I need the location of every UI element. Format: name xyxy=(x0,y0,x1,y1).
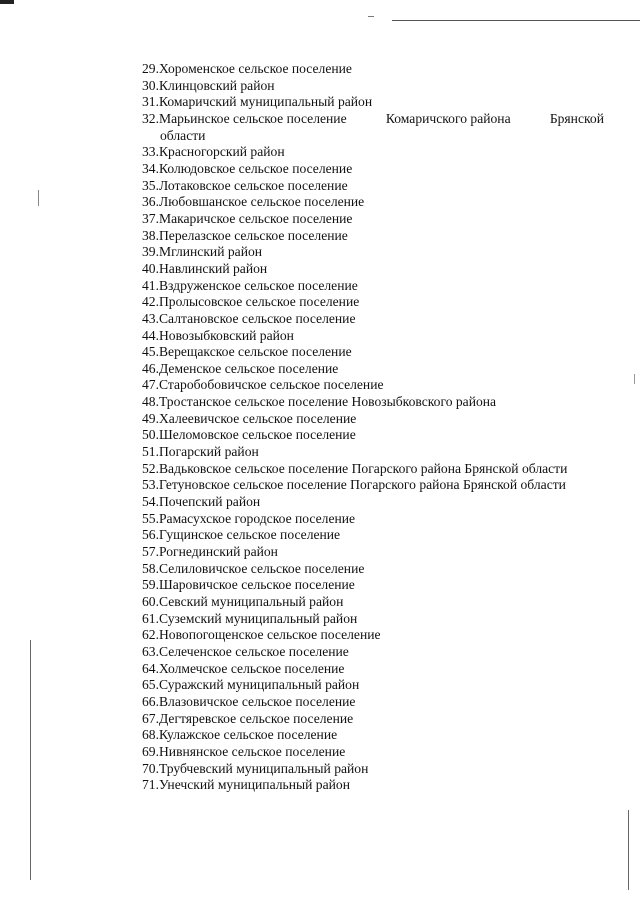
list-item: 38.Перелазское сельское поселение xyxy=(142,227,348,243)
list-item: 59.Шаровичское сельское поселение xyxy=(142,577,355,593)
list-item: 60.Севский муниципальный район xyxy=(142,594,344,609)
list-item: 62.Новопогощенское сельское поселение xyxy=(142,627,381,643)
scan-left-edge-line xyxy=(30,640,31,880)
list-item: 46.Деменское сельское поселение xyxy=(142,360,339,376)
list-item-multiline xyxy=(142,111,604,144)
list-item-line xyxy=(142,111,604,128)
list-item: 71.Унечский муниципальный район xyxy=(142,777,350,793)
list-item: 30.Клинцовский район xyxy=(142,77,275,93)
scan-right-edge-line xyxy=(628,810,629,890)
list-item-number: 32. xyxy=(142,110,159,126)
list-item: 37.Макаричское сельское поселение xyxy=(142,210,353,226)
scan-left-edge-dash xyxy=(38,190,39,206)
list-item: 56.Гущинское сельское поселение xyxy=(142,527,341,543)
list-item: 58.Селиловичское сельское поселение xyxy=(142,560,365,576)
list-item: 61.Суземский муниципальный район xyxy=(142,610,358,626)
list-item-segment xyxy=(142,111,347,128)
list-item: 39.Мглинский район xyxy=(142,244,263,260)
list-item: 66.Влазовичское сельское поселение xyxy=(142,693,356,709)
scan-top-tick xyxy=(368,16,374,17)
list-item: 55.Рамасухское городское поселение xyxy=(142,510,356,526)
list-item: 47.Старобобовичское сельское поселение xyxy=(142,377,384,393)
scan-right-edge-dash xyxy=(634,374,635,384)
list-item: 36.Любовшанское сельское поселение xyxy=(142,194,365,210)
list-item: 42.Пролысовское сельское поселение xyxy=(142,294,360,310)
scan-top-rule xyxy=(392,20,640,21)
list-item: 52.Вадьковское сельское поселение Погарского района Брянской области xyxy=(142,460,568,476)
list-item: 51.Погарский район xyxy=(142,444,259,460)
list-item: 49.Халеевичское сельское поселение xyxy=(142,410,357,426)
list-item-text: Комаричского района xyxy=(385,110,511,126)
list-item: 63.Селеченское сельское поселение xyxy=(142,643,349,659)
list-item: 40.Навлинский район xyxy=(142,260,268,276)
list-item: 54.Почепский район xyxy=(142,494,261,510)
list-item: 64.Холмечское сельское поселение xyxy=(142,660,345,676)
list-item: 68.Кулажское сельское поселение xyxy=(142,727,338,743)
list-item: 53.Гетуновское сельское поселение Погарского района Брянской области xyxy=(142,477,566,493)
list-item: 31.Комаричский муниципальный район xyxy=(142,94,373,110)
list-item: 48.Тростанское сельское поселение Новозыбковского района xyxy=(142,394,497,410)
list-item: 70.Трубчевский муниципальный район xyxy=(142,760,369,776)
list-item: 33.Красногорский район xyxy=(142,144,285,160)
municipality-list xyxy=(142,61,604,794)
list-item: 35.Лотаковское сельское поселение xyxy=(142,177,348,193)
list-item: 29.Хороменское сельское поселение xyxy=(142,61,352,76)
list-item: 50.Шеломовское сельское поселение xyxy=(142,427,356,443)
list-item: 44.Новозыбковский район xyxy=(142,327,294,343)
list-item-text: Брянской xyxy=(549,110,604,126)
list-item: 67.Дегтяревское сельское поселение xyxy=(142,710,354,726)
list-item: 34.Колюдовское сельское поселение xyxy=(142,160,353,176)
list-item: 65.Суражский муниципальный район xyxy=(142,677,360,693)
list-item: 69.Нивнянское сельское поселение xyxy=(142,743,346,759)
list-item-continuation: области xyxy=(160,127,206,143)
list-item: 41.Вздруженское сельское поселение xyxy=(142,277,358,293)
list-item-text: Марьинское сельское поселение xyxy=(159,110,347,126)
scan-corner-mark xyxy=(0,0,14,4)
list-item: 43.Салтановское сельское поселение xyxy=(142,310,356,326)
list-item: 45.Верещакское сельское поселение xyxy=(142,344,352,360)
list-item: 57.Рогнединский район xyxy=(142,544,278,560)
